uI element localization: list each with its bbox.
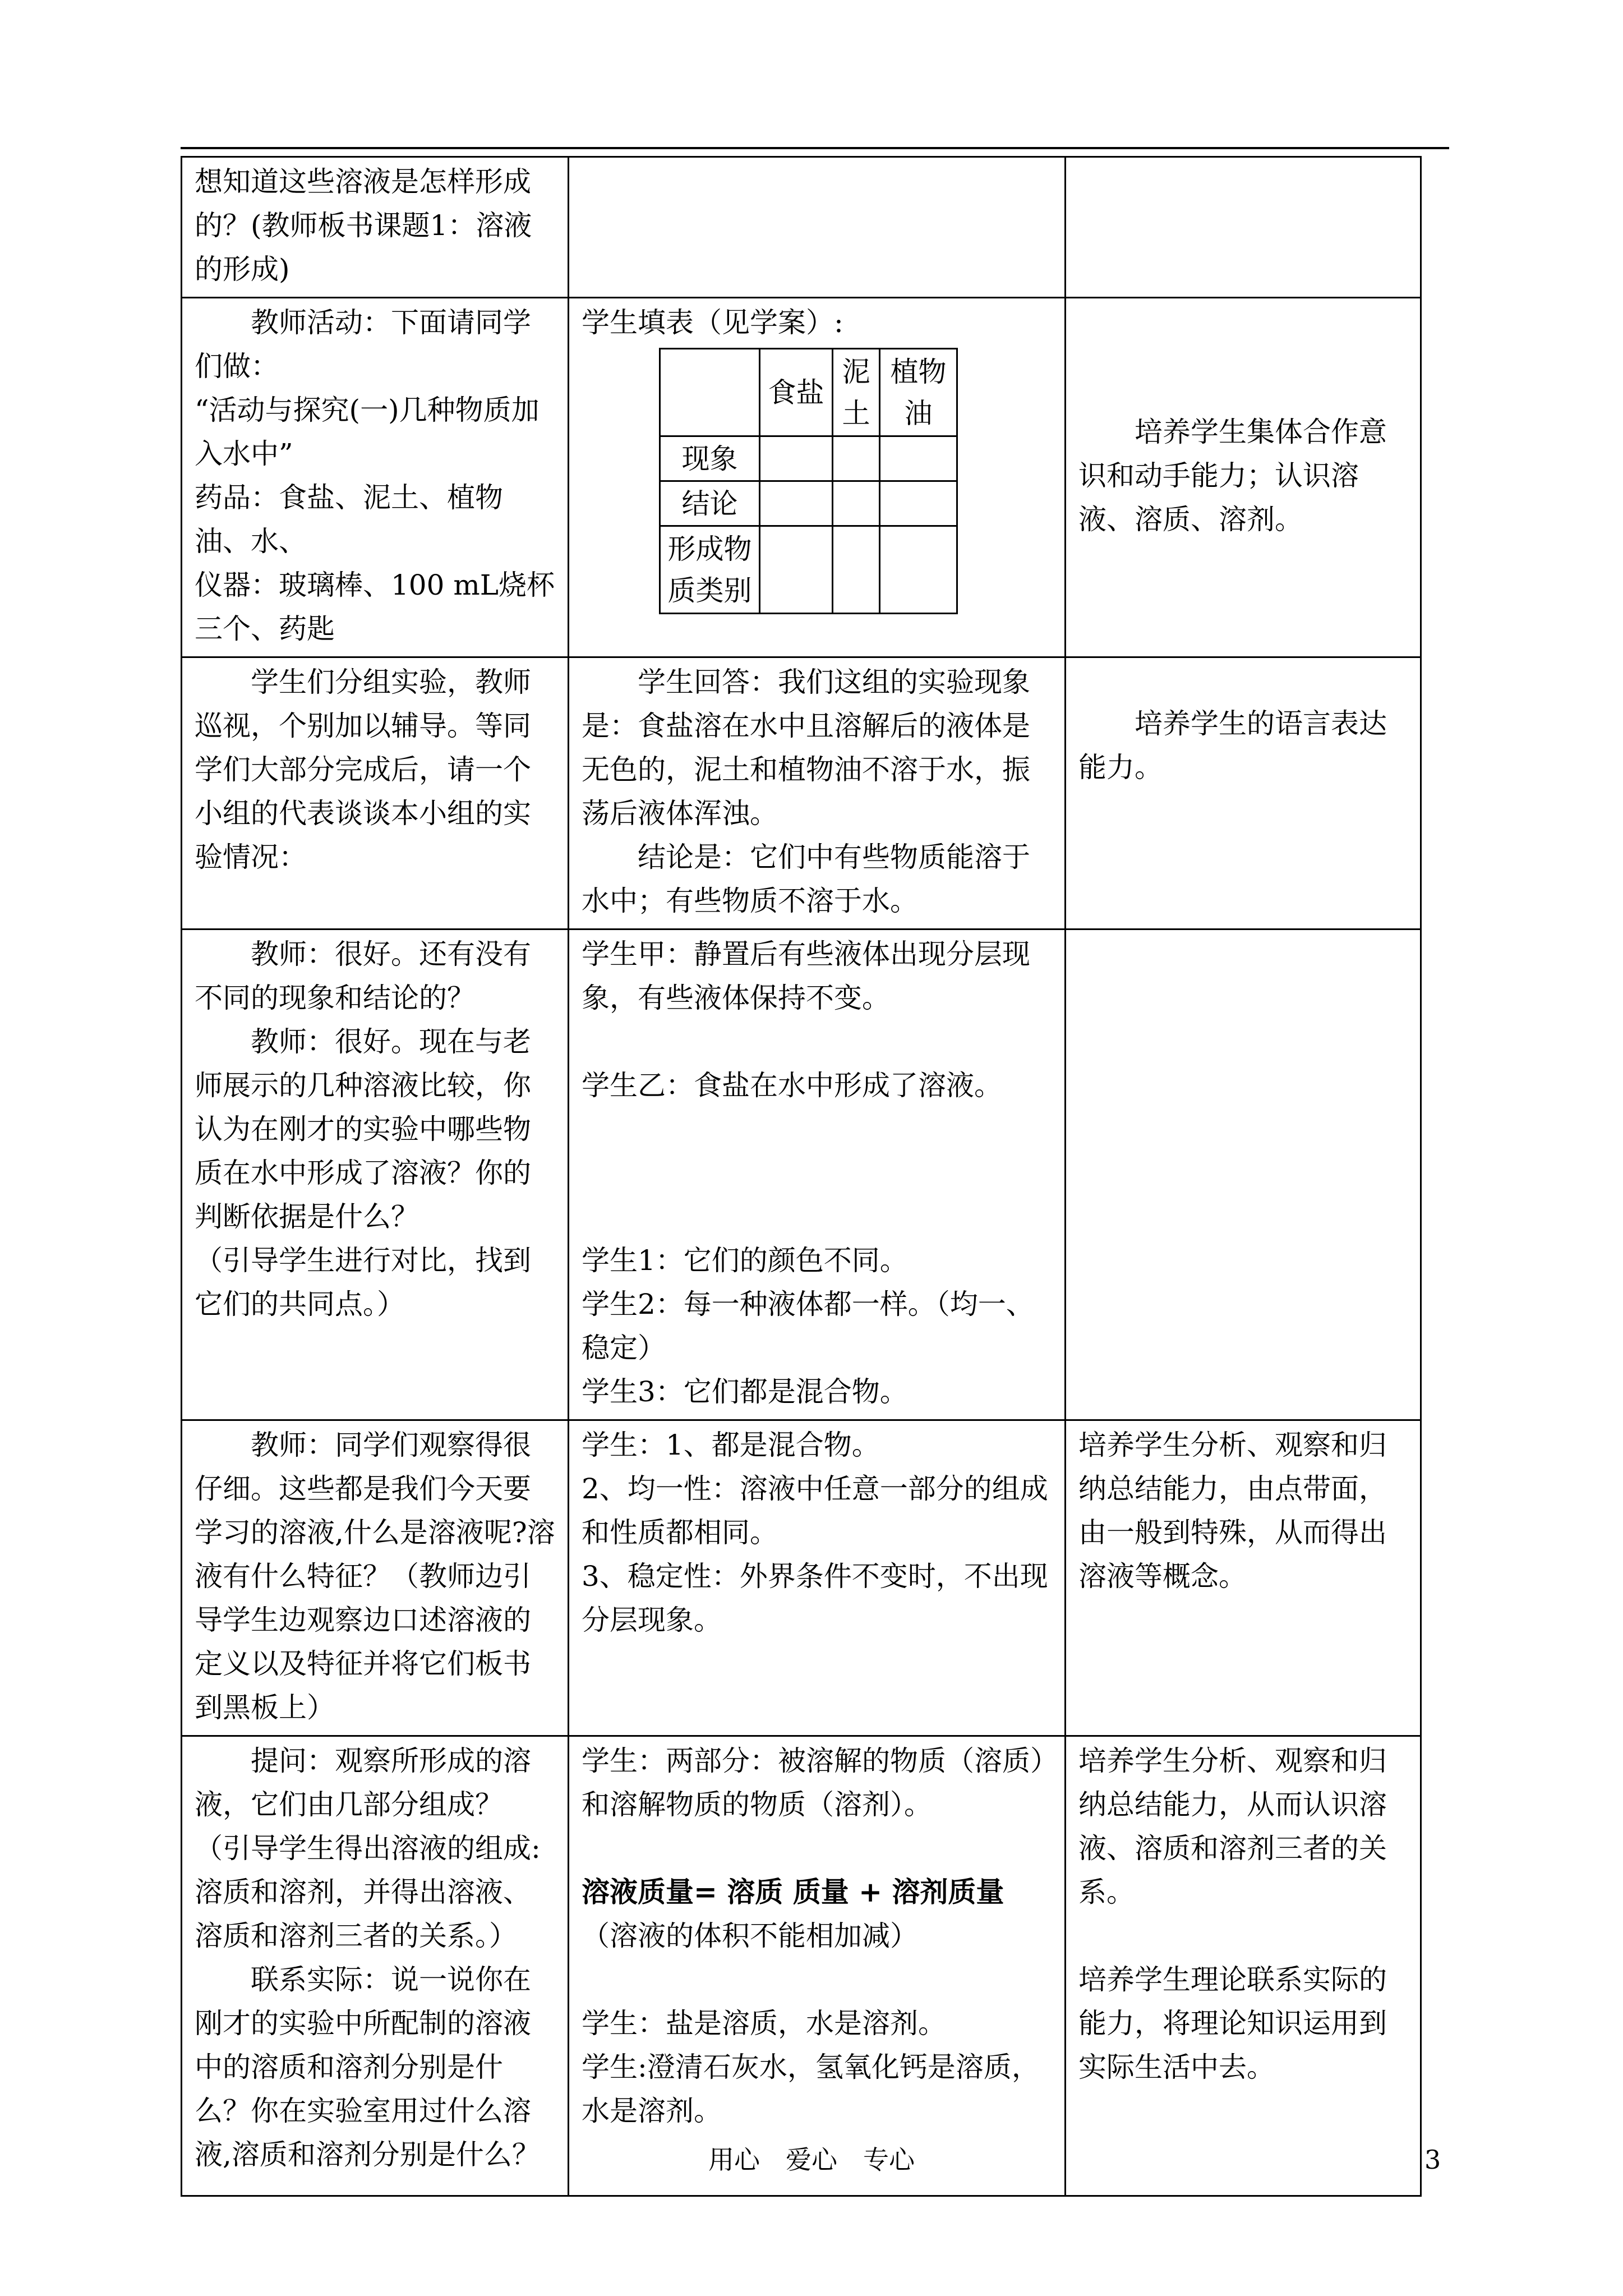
cell-text: 培养学生理论联系实际的能力，将理论知识运用到实际生活中去。 (1078, 1963, 1387, 2083)
teacher-activity-cell (182, 157, 569, 298)
fill-table-row-label: 形成物质类别 (660, 526, 760, 614)
student-activity-cell (569, 157, 1066, 298)
fill-table-header-row (660, 349, 957, 436)
fill-table-header: 植物油 (880, 349, 957, 436)
fill-table-blank-cell (833, 526, 880, 614)
fill-table-row (660, 481, 957, 526)
fill-table-blank-cell (760, 481, 833, 526)
fill-table-row (660, 436, 957, 481)
page-footer: 用心 爱心 专心 (708, 2145, 915, 2175)
fill-table-row-label: 现象 (660, 436, 760, 481)
student-activity-cell (569, 1736, 1066, 2196)
fill-table-intro: 学生填表（见学案）: (582, 306, 843, 339)
cell-text: 2、均一性：溶液中任意一部分的组成和性质都相同。 (582, 1473, 1048, 1549)
design-intent-cell (1066, 930, 1421, 1420)
design-intent-cell (1066, 1736, 1421, 2196)
cell-text: 结论是：它们中有些物质能溶于水中；有些物质不溶于水。 (582, 841, 1030, 917)
cell-text: 学生们分组实验，教师巡视，个别加以辅导。等同学们大部分完成后，请一个小组的代表谈谈本小组的实验情况： (195, 666, 531, 873)
student-activity-cell (569, 657, 1066, 930)
design-intent-cell (1066, 1420, 1421, 1736)
cell-text: 3、稳定性：外界条件不变时，不出现分层现象。 (582, 1560, 1048, 1636)
fill-table-corner (660, 349, 760, 436)
page-number: 3 (1424, 2145, 1441, 2175)
cell-text: 学生：1、都是混合物。 (582, 1429, 880, 1461)
table-row (182, 157, 1421, 298)
fill-table-row (660, 526, 957, 614)
cell-text: 仪器：玻璃棒、100 mL烧杯三个、药匙 (195, 569, 555, 645)
cell-text: 教师：同学们观察得很仔细。这些都是我们今天要学习的溶液,什么是溶液呢?溶液有什么特征？（教师边引导学生边观察边口述溶液的定义以及特征并将它们板书到黑板上） (195, 1429, 555, 1724)
table-row (182, 657, 1421, 930)
fill-table-blank-cell (880, 526, 957, 614)
cell-text: 学生2：每一种液体都一样。（均一、稳定） (582, 1288, 1034, 1364)
cell-text: 想知道这些溶液是怎样形成的？(教师板书课题1：溶液的形成) (195, 165, 532, 286)
fill-table-header: 食盐 (760, 349, 833, 436)
cell-text: 学生3：它们都是混合物。 (582, 1375, 908, 1408)
cell-text: 提问：观察所形成的溶液，它们由几部分组成？ (195, 1745, 531, 1821)
teacher-activity-cell (182, 1420, 569, 1736)
table-row (182, 298, 1421, 657)
cell-text: 培养学生分析、观察和归纳总结能力，从而认识溶液、溶质和溶剂三者的关系。 (1078, 1745, 1387, 1908)
teacher-activity-cell (182, 1736, 569, 2196)
fill-table-blank-cell (760, 436, 833, 481)
design-intent-cell (1066, 157, 1421, 298)
cell-text: 培养学生集体合作意识和动手能力；认识溶液、溶质、溶剂。 (1078, 416, 1387, 536)
design-intent-cell (1066, 657, 1421, 930)
cell-text: 联系实际：说一说你在刚才的实验中所配制的溶液中的溶质和溶剂分别是什么？你在实验室用过什么溶液,溶质和溶剂分别是什么？ (195, 1963, 540, 2171)
student-activity-cell (569, 930, 1066, 1420)
design-intent-cell (1066, 298, 1421, 657)
cell-text: 学生回答：我们这组的实验现象是：食盐溶在水中且溶解后的液体是无色的，泥土和植物油不溶于水，振荡后液体浑浊。 (582, 666, 1030, 830)
teacher-activity-cell (182, 930, 569, 1420)
header-rule (181, 147, 1449, 149)
cell-text: 药品：食盐、泥土、植物油、水、 (195, 481, 503, 558)
cell-text: “活动与探究(一)几种物质加入水中” (195, 394, 540, 470)
fill-table-blank-cell (833, 481, 880, 526)
fill-table-blank-cell (833, 436, 880, 481)
student-activity-cell (569, 1420, 1066, 1736)
table-row (182, 930, 1421, 1420)
table-row (182, 1420, 1421, 1736)
student-fill-table (659, 348, 958, 614)
fill-table-blank-cell (880, 481, 957, 526)
lesson-plan-table (181, 156, 1422, 2197)
fill-table-blank-cell (760, 526, 833, 614)
teacher-activity-cell (182, 298, 569, 657)
fill-table-blank-cell (880, 436, 957, 481)
mass-formula: 溶液质量= 溶质 质量 + 溶剂质量 (582, 1875, 1004, 1908)
cell-text: 教师活动：下面请同学们做： (195, 306, 531, 383)
cell-text: 学生:澄清石灰水，氢氧化钙是溶质，水是溶剂。 (582, 2051, 1040, 2127)
cell-text: （溶液的体积不能相加减） (582, 1920, 918, 1952)
teacher-activity-cell (182, 657, 569, 930)
fill-table-header: 泥土 (833, 349, 880, 436)
cell-text: 学生甲：静置后有些液体出现分层现象，有些液体保持不变。 (582, 938, 1030, 1014)
cell-text: （引导学生得出溶液的组成:溶质和溶剂，并得出溶液、溶质和溶剂三者的关系。） (195, 1832, 541, 1952)
cell-text: 培养学生的语言表达能力。 (1078, 707, 1387, 784)
cell-text: 培养学生分析、观察和归纳总结能力，由点带面，由一般到特殊，从而得出溶液等概念。 (1078, 1429, 1387, 1593)
cell-text: 学生1：它们的颜色不同。 (582, 1244, 908, 1277)
table-row (182, 1736, 1421, 2196)
student-activity-cell (569, 298, 1066, 657)
cell-text: 教师：很好。现在与老师展示的几种溶液比较，你认为在刚才的实验中哪些物质在水中形成了溶液？你的判断依据是什么？ (195, 1025, 531, 1233)
cell-text: 学生：两部分：被溶解的物质（溶质）和溶解物质的物质（溶剂）。 (582, 1745, 1044, 1821)
cell-text: 教师：很好。还有没有不同的现象和结论的？ (195, 938, 531, 1014)
fill-table-row-label: 结论 (660, 481, 760, 526)
cell-text: 学生乙：食盐在水中形成了溶液。 (582, 1069, 1002, 1102)
cell-text: 学生：盐是溶质，水是溶剂。 (582, 2007, 946, 2040)
cell-text: （引导学生进行对比，找到它们的共同点。） (195, 1244, 531, 1320)
